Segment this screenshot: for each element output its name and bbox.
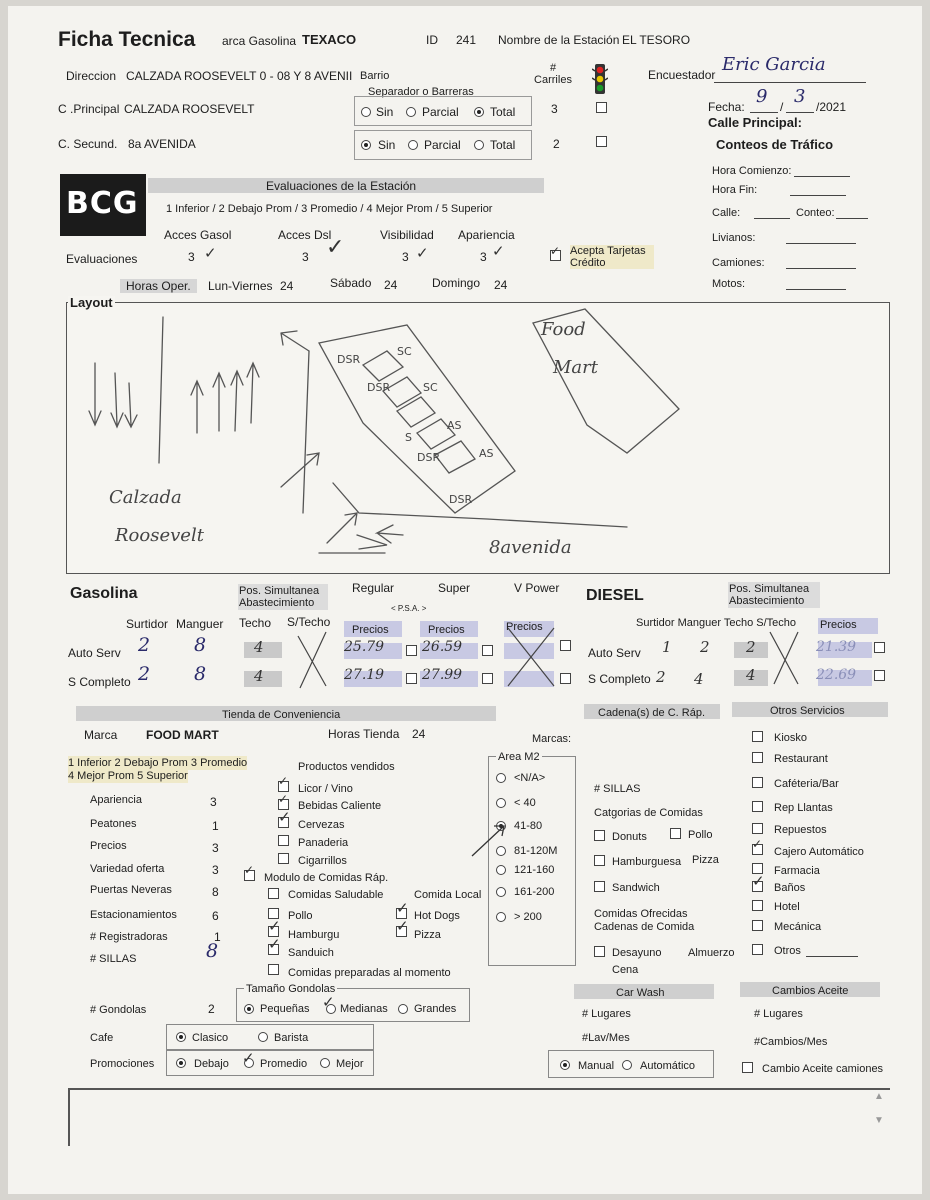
- eval-acces-dsl-value[interactable]: 3: [302, 250, 309, 264]
- estacion-value[interactable]: EL TESORO: [622, 33, 691, 47]
- hotel-label: Hotel: [774, 901, 800, 913]
- diesel-comp-checkbox[interactable]: [874, 670, 885, 681]
- rating-sillas-value[interactable]: 8: [206, 940, 219, 962]
- repuestos-checkbox[interactable]: [752, 823, 763, 834]
- scroll-up-icon[interactable]: ▲: [874, 1091, 884, 1102]
- secund-label: C. Secund.: [58, 137, 118, 151]
- area-41-80-label: 41-80: [514, 820, 543, 832]
- otros-field[interactable]: [806, 956, 858, 957]
- diesel-auto-checkbox[interactable]: [874, 642, 885, 653]
- aceite-cambios-label: #Cambios/Mes: [754, 1036, 828, 1048]
- domingo-label: Domingo: [432, 276, 481, 290]
- licor-label: Licor / Vino: [298, 783, 353, 795]
- pollo-label: Pollo: [288, 910, 313, 922]
- banos-label: Baños: [774, 882, 806, 894]
- promociones-label: Promociones: [90, 1058, 155, 1070]
- diesel-auto-manguer[interactable]: 2: [700, 638, 710, 656]
- layout-as-2: AS: [479, 447, 494, 460]
- gas-auto-surtidor[interactable]: 2: [138, 634, 151, 656]
- principal-value[interactable]: CALZADA ROOSEVELT: [124, 102, 255, 116]
- cafeteria-label: Caféteria/Bar: [774, 778, 839, 790]
- tienda-horas-label: Horas Tienda: [328, 727, 400, 741]
- tienda-scale-1: 1 Inferior 2 Debajo Prom 3 Promedio: [68, 757, 248, 769]
- layout-sc-1: SC: [397, 345, 412, 358]
- desayuno-label: Desayuno: [612, 947, 662, 959]
- evaluaciones-row-label: Evaluaciones: [66, 252, 138, 266]
- saludable-checkbox[interactable]: [268, 888, 279, 899]
- p-calle-label: Calle:: [712, 207, 741, 219]
- layout-dsr-2: DSR: [367, 381, 391, 394]
- direccion-value[interactable]: CALZADA ROOSEVELT 0 - 08 Y 8 AVENII: [126, 69, 353, 83]
- principal-total-label: Total: [490, 105, 516, 119]
- fecha-day[interactable]: 9: [756, 86, 768, 107]
- hamburguesa-label: Hamburguesa: [612, 856, 682, 868]
- layout-s: S: [405, 431, 412, 444]
- rep-llantas-checkbox[interactable]: [752, 801, 763, 812]
- layout-avenida-label: 8avenida: [489, 537, 572, 558]
- kiosko-label: Kiosko: [774, 732, 808, 744]
- gas-pos-sim-label: Pos. Simultanea Abastecimiento: [238, 584, 328, 610]
- eval-apariencia-label: Apariencia: [458, 228, 515, 242]
- check-icon: ✓: [752, 837, 763, 851]
- donuts-label: Donuts: [612, 831, 647, 843]
- aceite-title: Cambios Aceite: [772, 985, 849, 997]
- psa-label: < P.S.A. >: [391, 604, 427, 613]
- diesel-comp-techo[interactable]: 4: [746, 666, 756, 684]
- diesel-auto-surtidor[interactable]: 1: [662, 638, 672, 656]
- promo-promedio-label: Promedio: [260, 1058, 308, 1070]
- almuerzo-label: Almuerzo: [688, 947, 735, 959]
- check-icon: ✓: [204, 245, 217, 262]
- lun-viernes-label: Lun-Viernes: [208, 279, 273, 293]
- check-icon: ✓: [242, 1050, 255, 1067]
- gondolas-value[interactable]: 2: [208, 1002, 215, 1016]
- gas-auto-techo[interactable]: 4: [254, 638, 264, 656]
- tamano-label: Tamaño Gondolas: [246, 983, 336, 995]
- principal-parcial-label: Parcial: [422, 105, 459, 119]
- check-icon: ✓: [268, 918, 281, 935]
- gas-comp-manguer[interactable]: 8: [194, 663, 207, 685]
- area-121-160-label: 121-160: [514, 864, 555, 876]
- sandwich-checkbox[interactable]: [594, 881, 605, 892]
- mecanica-label: Mecánica: [774, 921, 822, 933]
- sabado-value[interactable]: 24: [384, 278, 398, 292]
- check-icon: ✓: [396, 918, 409, 935]
- check-icon: ✓: [244, 863, 255, 877]
- layout-as-1: AS: [447, 419, 462, 432]
- tienda-marca-value[interactable]: FOOD MART: [146, 728, 219, 742]
- preparadas-checkbox[interactable]: [268, 964, 279, 975]
- diesel-comp-label: S Completo: [588, 672, 651, 686]
- gas-auto-label: Auto Serv: [68, 646, 121, 660]
- p-camiones-label: Camiones:: [712, 257, 765, 269]
- direccion-label: Direccion: [66, 69, 117, 83]
- cigarrillos-label: Cigarrillos: [298, 855, 347, 867]
- barrio-label: Barrio: [360, 70, 390, 82]
- arrow-mark-icon: [470, 820, 514, 860]
- promo-debajo-label: Debajo: [194, 1058, 229, 1070]
- rating-estacionamientos-value[interactable]: 6: [212, 909, 219, 923]
- cajero-label: Cajero Automático: [774, 846, 864, 858]
- layout-roosevelt-label: Roosevelt: [115, 525, 204, 546]
- eval-visibilidad-label: Visibilidad: [380, 228, 434, 242]
- diesel-auto-label: Auto Serv: [588, 646, 641, 660]
- rep-llantas-label: Rep Llantas: [774, 802, 833, 814]
- carwash-lugares-label: # Lugares: [582, 1008, 631, 1020]
- aceite-lugares-label: # Lugares: [754, 1008, 803, 1020]
- rating-variedad-label: Variedad oferta: [90, 863, 165, 875]
- calle-principal-heading: Calle Principal:: [708, 115, 802, 130]
- encuestador-label: Encuestador: [648, 68, 716, 82]
- rating-peatones-value[interactable]: 1: [212, 819, 219, 833]
- check-icon: ✓: [278, 792, 289, 806]
- p-livianos-label: Livianos:: [712, 232, 756, 244]
- bebidas-label: Bebidas Caliente: [298, 800, 382, 812]
- super-label: Super: [438, 581, 471, 595]
- secund-sin-label: Sin: [378, 138, 396, 152]
- rating-variedad-value[interactable]: 3: [212, 863, 219, 877]
- layout-dsr-1: DSR: [337, 353, 361, 366]
- tarjetas-label: Acepta Tarjetas Crédito: [570, 245, 654, 269]
- area-161-200-label: 161-200: [514, 886, 555, 898]
- tienda-scale-2: 4 Mejor Prom 5 Superior: [68, 770, 188, 782]
- bcg-logo: BCG: [60, 174, 146, 236]
- preparadas-label: Comidas preparadas al momento: [288, 967, 451, 979]
- gas-auto-manguer[interactable]: 8: [194, 634, 207, 656]
- id-label: ID: [426, 33, 438, 47]
- repuestos-label: Repuestos: [774, 824, 827, 836]
- conteos-principal-heading: Conteos de Tráfico: [716, 137, 834, 152]
- area-title: Area M2: [498, 751, 540, 763]
- scroll-down-icon[interactable]: ▼: [874, 1115, 884, 1126]
- check-icon: ✓: [278, 774, 289, 788]
- estacion-label: Nombre de la Estación: [498, 33, 620, 47]
- rating-peatones-label: Peatones: [90, 818, 137, 830]
- diesel-auto-precio[interactable]: 21.39: [816, 639, 857, 655]
- desayuno-checkbox[interactable]: [594, 946, 605, 957]
- rating-apariencia-label: Apariencia: [90, 794, 142, 806]
- promo-mejor-radio[interactable]: [320, 1058, 330, 1068]
- check-icon: ✓: [322, 994, 335, 1011]
- pizza-label: Pizza: [414, 929, 441, 941]
- rating-registradoras-label: # Registradoras: [90, 931, 168, 943]
- layout-sc-2: SC: [423, 381, 438, 394]
- donuts-checkbox[interactable]: [594, 830, 605, 841]
- cigarrillos-checkbox[interactable]: [278, 853, 289, 864]
- check-icon: ✓: [326, 234, 345, 259]
- area-161-200-radio[interactable]: [496, 887, 506, 897]
- layout-title: Layout: [70, 295, 113, 310]
- layout-dsr-4: DSR: [449, 493, 473, 506]
- area-121-160-radio[interactable]: [496, 865, 506, 875]
- notes-textarea[interactable]: [68, 1088, 890, 1146]
- sandwich-label: Sandwich: [612, 882, 660, 894]
- carwash-lav-label: #Lav/Mes: [582, 1032, 630, 1044]
- mecanica-checkbox[interactable]: [752, 920, 763, 931]
- aceite-camiones-label: Cambio Aceite camiones: [762, 1063, 884, 1075]
- rating-puertas-value[interactable]: 8: [212, 885, 219, 899]
- area-na-radio[interactable]: [496, 773, 506, 783]
- eval-acces-gasol-label: Acces Gasol: [164, 228, 232, 242]
- eval-visibilidad-value[interactable]: 3: [402, 250, 409, 264]
- horas-label: Horas Oper.: [120, 279, 197, 293]
- promo-debajo-radio[interactable]: [176, 1058, 186, 1068]
- gas-auto-super[interactable]: 26.59: [422, 639, 463, 655]
- categorias-label: Catgorias de Comidas: [594, 807, 703, 819]
- productos-title: Productos vendidos: [298, 761, 395, 773]
- area-81-120-label: 81-120M: [514, 845, 558, 857]
- restaurant-checkbox[interactable]: [752, 752, 763, 763]
- principal-carriles[interactable]: 3: [551, 102, 558, 116]
- diesel-precios-label: Precios: [820, 619, 857, 631]
- comida-local-label: Comida Local: [414, 889, 482, 901]
- hotdogs-label: Hot Dogs: [414, 910, 460, 922]
- gas-manguer-header: Manguer: [176, 617, 224, 631]
- p-hora-fin-label: Hora Fin:: [712, 184, 758, 196]
- secund-carriles[interactable]: 2: [553, 137, 560, 151]
- barista-radio[interactable]: [258, 1032, 268, 1042]
- marcas-label: Marcas:: [532, 733, 572, 745]
- check-icon: ✓: [278, 809, 291, 826]
- diesel-comp-precio[interactable]: 22.69: [816, 667, 857, 683]
- medianas-label: Medianas: [340, 1003, 388, 1015]
- automatico-label: Automático: [640, 1060, 696, 1072]
- secund-total-label: Total: [490, 138, 516, 152]
- rating-precios-label: Precios: [90, 840, 127, 852]
- pequenas-radio[interactable]: [244, 1004, 254, 1014]
- layout-dsr-3: DSR: [417, 451, 441, 464]
- diesel-title: DIESEL: [586, 587, 644, 604]
- gas-surtidor-header: Surtidor: [126, 617, 169, 631]
- gas-comp-label: S Completo: [68, 675, 131, 689]
- id-value[interactable]: 241: [456, 33, 477, 47]
- sabado-label: Sábado: [330, 276, 372, 290]
- p-conteo-label: Conteo:: [796, 207, 835, 219]
- area-gt200-label: > 200: [514, 911, 542, 923]
- lun-viernes-value[interactable]: 24: [280, 279, 294, 293]
- manual-label: Manual: [578, 1060, 615, 1072]
- evaluaciones-title: Evaluaciones de la Estación: [266, 179, 417, 193]
- saludable-label: Comidas Saludable: [288, 889, 384, 901]
- manual-radio[interactable]: [560, 1060, 570, 1070]
- modulo-label: Modulo de Comidas Ráp.: [264, 872, 389, 884]
- pequenas-label: Pequeñas: [260, 1003, 310, 1015]
- fecha-year: /2021: [816, 100, 847, 114]
- comidas-pollo-label: Pollo: [688, 829, 713, 841]
- area-na-label: <N/A>: [514, 772, 546, 784]
- check-icon: ✓: [268, 936, 281, 953]
- kiosko-checkbox[interactable]: [752, 731, 763, 742]
- check-icon: ✓: [752, 873, 765, 890]
- hotel-checkbox[interactable]: [752, 900, 763, 911]
- secund-parcial-label: Parcial: [424, 138, 461, 152]
- sanduich-label: Sanduich: [288, 947, 334, 959]
- check-icon: ✓: [492, 243, 505, 260]
- vpower-label: V Power: [514, 581, 560, 595]
- cervezas-label: Cervezas: [298, 819, 345, 831]
- clasico-label: Clasico: [192, 1032, 229, 1044]
- tienda-marca-label: Marca: [84, 728, 118, 742]
- area-group: [488, 756, 576, 966]
- otros-checkbox[interactable]: [752, 944, 763, 955]
- survey-sheet: Ficha Tecnica arca Gasolina TEXACO ID 241 Nombre de la Estación EL TESORO Direccion CALZADA ROOSEVELT 0 - 08 Y 8 AVENII Barrio # Carriles Separador o Barreras C .Principal CALZADA ROOSEVELT Sin Parcial Total 3 C. Secund. 8a AVENIDA Sin Parcial Total 2 Encuestador Eric Garcia Fecha: 9 / 3 /2021 Calle Principal: Conteos de Tráfico Hora Comienzo: Hora Fin: Calle: Conteo: Livianos: Camiones: Motos: BCG Evaluaciones de la Estación 1 Inferior / 2 Debajo Prom / 3 Promedio / 4 Mejor Prom / 5 Superior Acces Gasol Acces Dsl Visibilidad Apariencia Evaluaciones 3 ✓ 3 ✓ 3 ✓ 3 ✓ ✓ Acepta Tarjetas Crédito Horas Oper. Lun-Viernes 24 Sábado 24 Domingo 24 Food Mart Calzada Roosevelt 8avenida DSR SC DSR SC AS S AS DSR DSR Layout Gasolina Pos. Simultanea Abastecimiento Regular Super V Power < P.S.A. > Surtidor Manguer Techo S/Techo Precios Precios Precios Auto Serv 2 8 4 25.79 26.59 S Completo 2 8 4 27.19 27.99 DIESEL Pos. Simultanea Abastecimiento Surtidor Manguer Techo S/Techo Precios Auto Serv 1 2 2 21.39 S Completo 2 4 4 22.69 Tienda de Conveniencia Marca FOOD MART Horas Tienda 24 1 Inferior 2 Debajo Prom 3 Promedio 4 Mejor Prom 5 Superior Apariencia 3 Peatones 1 Precios 3 Variedad oferta 3 Puertas Neveras 8 Estacionamientos 6 # Registradoras 1 # SILLAS 8 Productos vendidos ✓ Licor / Vino ✓ Bebidas Caliente ✓ Cervezas Panaderia Cigarrillos ✓ Modulo de Comidas Ráp. Comidas Saludable Comida Local Pollo ✓ Hot Dogs ✓ Hamburgu ✓ Pizza ✓ Sanduich Comidas preparadas al momento # Gondolas 2 Tamaño Gondolas Pequeñas ✓ Medianas Grandes Cafe Clasico Barista Promociones Debajo ✓ Promedio Mejor Marcas: Area M2 <N/A> < 40 41-80 81-120M 121-160 161-200 > 200 Cadena(s) de C. Ráp. # SILLAS Catgorias de Comidas Donuts Pollo Hamburguesa Pizza Sandwich Comidas Ofrecidas Cadenas de Comida Desayuno Almuerzo Cena Otros Servicios Kiosko Restaurant Caféteria/Bar Rep Llantas Repuestos ✓ Cajero Automático Farmacia ✓ Baños Hotel Mecánica Otros Car Wash # Lugares #Lav/Mes Manual Automático Cambios Aceite # Lugares #Cambios/Mes Cambio Aceite camiones ▲ ▼: [8, 6, 922, 1194]
- form-title: Ficha Tecnica: [58, 28, 196, 51]
- gondolas-label: # Gondolas: [90, 1004, 147, 1016]
- principal-label: C .Principal: [58, 102, 120, 116]
- encuestador-value[interactable]: Eric Garcia: [722, 54, 826, 75]
- eval-acces-gasol-value[interactable]: 3: [188, 250, 195, 264]
- gas-precios-label-2: Precios: [428, 624, 465, 636]
- secund-value[interactable]: 8a AVENIDA: [128, 137, 196, 151]
- hamburguesa-checkbox[interactable]: [594, 855, 605, 866]
- diesel-pos-sim-label: Pos. Simultanea Abastecimiento: [728, 582, 820, 608]
- otros-label: Otros: [774, 945, 801, 957]
- ofrecidas-label-1: Comidas Ofrecidas: [594, 908, 688, 920]
- gas-comp-regular[interactable]: 27.19: [344, 667, 385, 683]
- automatico-radio[interactable]: [622, 1060, 632, 1070]
- tienda-title: Tienda de Conveniencia: [222, 709, 341, 721]
- gas-techo-header: Techo: [239, 616, 272, 630]
- regular-label: Regular: [352, 581, 395, 595]
- check-icon: ✓: [396, 900, 409, 917]
- diesel-header: Surtidor Manguer Techo S/Techo: [636, 617, 796, 629]
- cafe-label: Cafe: [90, 1032, 114, 1044]
- gas-comp-techo[interactable]: 4: [254, 667, 264, 685]
- farmacia-label: Farmacia: [774, 865, 820, 877]
- rating-precios-value[interactable]: 3: [212, 841, 219, 855]
- hamburgu-label: Hamburgu: [288, 929, 340, 941]
- marca-value[interactable]: TEXACO: [302, 32, 357, 47]
- comidas-pizza-label: Pizza: [692, 854, 719, 866]
- domingo-value[interactable]: 24: [494, 278, 508, 292]
- check-icon: ✓: [550, 244, 561, 258]
- rating-estacionamientos-label: Estacionamientos: [90, 909, 177, 921]
- layout-mart-label: Mart: [553, 357, 598, 378]
- diesel-comp-manguer[interactable]: 4: [694, 670, 704, 688]
- rating-sillas-label: # SILLAS: [90, 953, 137, 965]
- gas-stecho-header: S/Techo: [287, 615, 331, 629]
- restaurant-label: Restaurant: [774, 753, 828, 765]
- cadenas-label: Cadena(s) de C. Ráp.: [598, 707, 705, 719]
- ofrecidas-label-2: Cadenas de Comida: [594, 921, 695, 933]
- cafeteria-checkbox[interactable]: [752, 777, 763, 788]
- rating-registradoras-value[interactable]: 1: [214, 930, 221, 944]
- p-motos-label: Motos:: [712, 278, 746, 290]
- check-icon: ✓: [416, 245, 429, 262]
- gas-precios-label-1: Precios: [352, 624, 389, 636]
- barista-label: Barista: [274, 1032, 309, 1044]
- grandes-label: Grandes: [414, 1003, 457, 1015]
- tienda-horas-value[interactable]: 24: [412, 727, 426, 741]
- area-lt40-radio[interactable]: [496, 798, 506, 808]
- eval-acces-dsl-label: Acces Dsl: [278, 228, 332, 242]
- separador-label: Separador o Barreras: [368, 86, 474, 98]
- clasico-radio[interactable]: [176, 1032, 186, 1042]
- panaderia-label: Panaderia: [298, 837, 349, 849]
- diesel-auto-techo[interactable]: 2: [746, 638, 756, 656]
- fecha-label: Fecha:: [708, 100, 745, 114]
- grandes-radio[interactable]: [398, 1004, 408, 1014]
- gas-comp-super[interactable]: 27.99: [422, 667, 463, 683]
- area-gt200-radio[interactable]: [496, 912, 506, 922]
- aceite-camiones-checkbox[interactable]: [742, 1062, 753, 1073]
- panaderia-checkbox[interactable]: [278, 835, 289, 846]
- marca-label: arca Gasolina: [222, 34, 297, 48]
- rating-puertas-label: Puertas Neveras: [90, 884, 172, 896]
- layout-calzada-label: Calzada: [109, 487, 182, 508]
- diesel-comp-surtidor[interactable]: 2: [656, 668, 666, 686]
- fecha-month[interactable]: 3: [794, 86, 806, 107]
- layout-food-label: Food: [541, 319, 586, 340]
- carwash-title: Car Wash: [616, 987, 665, 999]
- rating-apariencia-value[interactable]: 3: [210, 795, 217, 809]
- gas-comp-surtidor[interactable]: 2: [138, 663, 151, 685]
- otros-title: Otros Servicios: [770, 705, 845, 717]
- cena-label: Cena: [612, 964, 639, 976]
- gas-auto-regular[interactable]: 25.79: [344, 639, 385, 655]
- comidas-sillas-label: # SILLAS: [594, 783, 641, 795]
- gas-precios-label-3: Precios: [506, 621, 543, 633]
- p-hora-comienzo-label: Hora Comienzo:: [712, 165, 792, 177]
- evaluaciones-scale: 1 Inferior / 2 Debajo Prom / 3 Promedio / 4 Mejor Prom / 5 Superior: [166, 203, 493, 215]
- carriles-label: # Carriles: [534, 62, 572, 86]
- gasolina-title: Gasolina: [70, 585, 138, 602]
- eval-apariencia-value[interactable]: 3: [480, 250, 487, 264]
- comidas-pollo-checkbox[interactable]: [670, 828, 681, 839]
- principal-sin-label: Sin: [376, 105, 394, 119]
- promo-mejor-label: Mejor: [336, 1058, 364, 1070]
- area-lt40-label: < 40: [514, 797, 536, 809]
